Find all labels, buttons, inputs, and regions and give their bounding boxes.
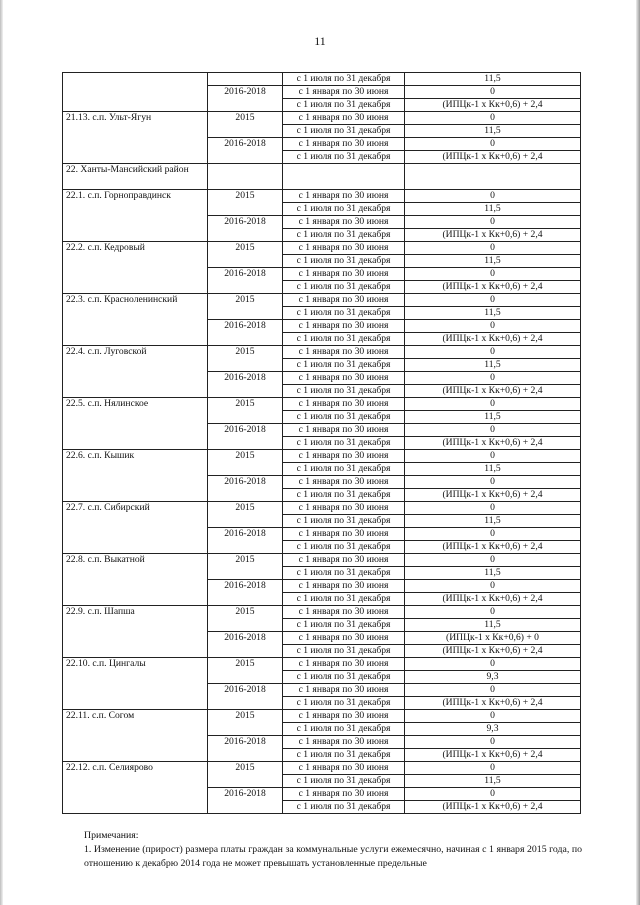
value-cell: (ИПЦк-1 x Кк+0,6) + 2,4 [405,437,581,450]
table-row [63,164,581,190]
table-row [63,710,581,723]
value-cell: 0 [405,320,581,333]
value-cell: 0 [405,294,581,307]
settlement-name-cell: 22.9. с.п. Шапша [63,606,208,658]
period-cell: с 1 января по 30 июня [283,190,405,203]
period-cell: с 1 июля по 31 декабря [283,281,405,294]
table-row [63,190,581,203]
value-cell: 0 [405,736,581,749]
table-row [63,606,581,619]
year-cell: 2015 [208,658,283,684]
table-row [63,554,581,567]
settlement-name-cell: 22.2. с.п. Кедровый [63,242,208,294]
value-cell: (ИПЦк-1 x Кк+0,6) + 2,4 [405,801,581,814]
table-row [63,242,581,255]
period-cell: с 1 июля по 31 декабря [283,463,405,476]
period-cell: с 1 июля по 31 декабря [283,515,405,528]
scan-edge-left [0,0,3,905]
table-row [63,398,581,411]
value-cell: 0 [405,242,581,255]
period-cell: с 1 июля по 31 декабря [283,73,405,86]
year-cell: 2016-2018 [208,632,283,658]
table-row [63,502,581,515]
value-cell: 0 [405,580,581,593]
value-cell: (ИПЦк-1 x Кк+0,6) + 2,4 [405,697,581,710]
period-cell: с 1 января по 30 июня [283,580,405,593]
value-cell: 0 [405,788,581,801]
value-cell: (ИПЦк-1 x Кк+0,6) + 0 [405,632,581,645]
value-cell: 0 [405,190,581,203]
period-cell: с 1 января по 30 июня [283,606,405,619]
period-cell: с 1 июля по 31 декабря [283,801,405,814]
year-cell: 2016-2018 [208,476,283,502]
notes-title: Примечания: [84,830,139,841]
year-cell: 2016-2018 [208,372,283,398]
value-cell: (ИПЦк-1 x Кк+0,6) + 2,4 [405,593,581,606]
year-cell: 2016-2018 [208,86,283,112]
value-cell: 0 [405,658,581,671]
year-cell [208,164,283,190]
value-cell: 0 [405,450,581,463]
year-cell: 2016-2018 [208,268,283,294]
settlement-name-cell: 22. Ханты-Мансийский район [63,164,208,190]
period-cell: с 1 января по 30 июня [283,762,405,775]
value-cell: 0 [405,554,581,567]
settlement-name-cell: 22.12. с.п. Селиярово [63,762,208,814]
period-cell: с 1 июля по 31 декабря [283,151,405,164]
period-cell: с 1 января по 30 июня [283,112,405,125]
period-cell: с 1 января по 30 июня [283,710,405,723]
value-cell: (ИПЦк-1 x Кк+0,6) + 2,4 [405,749,581,762]
settlement-name-cell: 22.7. с.п. Сибирский [63,502,208,554]
scan-edge-right [636,0,640,905]
period-cell: с 1 июля по 31 декабря [283,229,405,242]
value-cell: 11,5 [405,411,581,424]
period-cell: с 1 января по 30 июня [283,736,405,749]
table-row [63,112,581,125]
period-cell: с 1 января по 30 июня [283,294,405,307]
year-cell: 2015 [208,762,283,788]
period-cell: с 1 января по 30 июня [283,528,405,541]
table-row [63,346,581,359]
period-cell: с 1 июля по 31 декабря [283,671,405,684]
year-cell: 2016-2018 [208,580,283,606]
year-cell: 2015 [208,294,283,320]
value-cell: 11,5 [405,775,581,788]
period-cell: с 1 июля по 31 декабря [283,489,405,502]
value-cell: 0 [405,476,581,489]
period-cell: с 1 января по 30 июня [283,476,405,489]
value-cell: 11,5 [405,515,581,528]
year-cell: 2016-2018 [208,684,283,710]
period-cell: с 1 января по 30 июня [283,398,405,411]
period-cell: с 1 января по 30 июня [283,320,405,333]
period-cell: с 1 января по 30 июня [283,684,405,697]
settlement-name-cell: 22.11. с.п. Согом [63,710,208,762]
year-cell: 2015 [208,710,283,736]
year-cell: 2015 [208,606,283,632]
period-cell [283,164,405,190]
table-row [63,450,581,463]
table-row [63,294,581,307]
year-cell: 2016-2018 [208,788,283,814]
value-cell: (ИПЦк-1 x Кк+0,6) + 2,4 [405,385,581,398]
value-cell: 0 [405,372,581,385]
period-cell: с 1 января по 30 июня [283,450,405,463]
period-cell: с 1 января по 30 июня [283,788,405,801]
year-cell: 2015 [208,190,283,216]
period-cell: с 1 июля по 31 декабря [283,333,405,346]
settlement-name-cell: 22.3. с.п. Красноленинский [63,294,208,346]
period-cell: с 1 января по 30 июня [283,554,405,567]
year-cell: 2016-2018 [208,216,283,242]
value-cell: 11,5 [405,463,581,476]
period-cell: с 1 января по 30 июня [283,424,405,437]
settlement-name-cell: 22.8. с.п. Выкатной [63,554,208,606]
period-cell: с 1 января по 30 июня [283,658,405,671]
value-cell: 11,5 [405,307,581,320]
value-cell: 0 [405,346,581,359]
value-cell: 0 [405,502,581,515]
settlement-name-cell: 22.6. с.п. Кышик [63,450,208,502]
period-cell: с 1 января по 30 июня [283,632,405,645]
table-row [63,658,581,671]
period-cell: с 1 июля по 31 декабря [283,645,405,658]
tariff-table [62,72,581,814]
year-cell: 2015 [208,502,283,528]
period-cell: с 1 января по 30 июня [283,372,405,385]
period-cell: с 1 июля по 31 декабря [283,307,405,320]
period-cell: с 1 июля по 31 декабря [283,697,405,710]
period-cell: с 1 января по 30 июня [283,138,405,151]
period-cell: с 1 июля по 31 декабря [283,359,405,372]
period-cell: с 1 июля по 31 декабря [283,99,405,112]
period-cell: с 1 июля по 31 декабря [283,541,405,554]
year-cell: 2015 [208,242,283,268]
value-cell: (ИПЦк-1 x Кк+0,6) + 2,4 [405,281,581,294]
table-row [63,73,581,86]
value-cell: 11,5 [405,73,581,86]
value-cell: 11,5 [405,619,581,632]
value-cell: 0 [405,424,581,437]
tariff-table-body [63,73,581,814]
value-cell: 0 [405,684,581,697]
value-cell: 0 [405,216,581,229]
settlement-name-cell [63,73,208,112]
period-cell: с 1 июля по 31 декабря [283,619,405,632]
table-row [63,762,581,775]
value-cell: 0 [405,710,581,723]
value-cell: 0 [405,138,581,151]
year-cell: 2015 [208,554,283,580]
value-cell: (ИПЦк-1 x Кк+0,6) + 2,4 [405,489,581,502]
year-cell: 2015 [208,398,283,424]
period-cell: с 1 июля по 31 декабря [283,723,405,736]
value-cell: (ИПЦк-1 x Кк+0,6) + 2,4 [405,229,581,242]
period-cell: с 1 января по 30 июня [283,242,405,255]
value-cell: (ИПЦк-1 x Кк+0,6) + 2,4 [405,541,581,554]
year-cell: 2015 [208,450,283,476]
value-cell: 11,5 [405,125,581,138]
year-cell: 2016-2018 [208,320,283,346]
value-cell: 11,5 [405,203,581,216]
period-cell: с 1 июля по 31 декабря [283,255,405,268]
value-cell: 0 [405,762,581,775]
period-cell: с 1 июля по 31 декабря [283,125,405,138]
year-cell: 2016-2018 [208,424,283,450]
settlement-name-cell: 22.10. с.п. Цингалы [63,658,208,710]
period-cell: с 1 января по 30 июня [283,86,405,99]
value-cell [405,164,581,190]
value-cell: (ИПЦк-1 x Кк+0,6) + 2,4 [405,99,581,112]
value-cell: 0 [405,86,581,99]
period-cell: с 1 июля по 31 декабря [283,385,405,398]
period-cell: с 1 июля по 31 декабря [283,411,405,424]
notes-section [84,829,582,871]
page-number: 11 [314,34,326,48]
value-cell: (ИПЦк-1 x Кк+0,6) + 2,4 [405,645,581,658]
period-cell: с 1 июля по 31 декабря [283,749,405,762]
value-cell: 11,5 [405,359,581,372]
value-cell: 0 [405,268,581,281]
year-cell: 2015 [208,112,283,138]
value-cell: 0 [405,528,581,541]
period-cell: с 1 января по 30 июня [283,268,405,281]
value-cell: (ИПЦк-1 x Кк+0,6) + 2,4 [405,151,581,164]
year-cell: 2015 [208,346,283,372]
value-cell: 11,5 [405,255,581,268]
year-cell: 2016-2018 [208,138,283,164]
note-1-text: 1. Изменение (прирост) размера платы граждан за коммунальные услуги ежемесячно, начиная с 1 января 2015 года, по отношению к декабрю 2014 года не может превышать установленные предельные [84,844,582,869]
period-cell: с 1 июля по 31 декабря [283,203,405,216]
value-cell: (ИПЦк-1 x Кк+0,6) + 2,4 [405,333,581,346]
period-cell: с 1 июля по 31 декабря [283,437,405,450]
value-cell: 0 [405,398,581,411]
year-cell: 2016-2018 [208,736,283,762]
period-cell: с 1 января по 30 июня [283,346,405,359]
settlement-name-cell: 22.4. с.п. Луговской [63,346,208,398]
value-cell: 9,3 [405,671,581,684]
value-cell: 9,3 [405,723,581,736]
period-cell: с 1 января по 30 июня [283,502,405,515]
settlement-name-cell: 22.1. с.п. Горноправдинск [63,190,208,242]
value-cell: 0 [405,112,581,125]
year-cell: 2016-2018 [208,528,283,554]
settlement-name-cell: 21.13. с.п. Ульт-Ягун [63,112,208,164]
period-cell: с 1 января по 30 июня [283,216,405,229]
year-cell [208,73,283,86]
value-cell: 11,5 [405,567,581,580]
settlement-name-cell: 22.5. с.п. Нялинское [63,398,208,450]
period-cell: с 1 июля по 31 декабря [283,567,405,580]
period-cell: с 1 июля по 31 декабря [283,775,405,788]
period-cell: с 1 июля по 31 декабря [283,593,405,606]
value-cell: 0 [405,606,581,619]
